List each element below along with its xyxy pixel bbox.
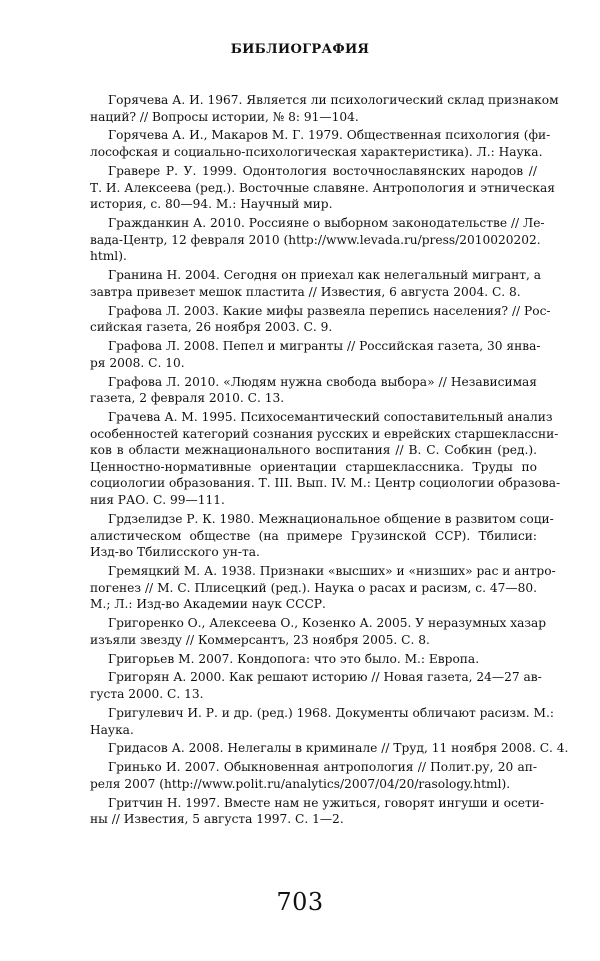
entry-line: Т. И. Алексеева (ред.). Восточные славяне. Антропология и этническая: [90, 180, 555, 195]
entry-line: Гридасов А. 2008. Нелегалы в криминале // Труд, 11 ноября 2008. С. 4.: [108, 741, 569, 756]
bibliography-entry: [90, 267, 542, 300]
entry-line: сийская газета, 26 ноября 2003. С. 9.: [90, 320, 333, 335]
bibliography-entry: [90, 163, 555, 213]
page-number: 703: [276, 888, 324, 916]
entry-line: лософская и социально-психологическая характеристика). Л.: Наука.: [90, 145, 543, 160]
entry-line: Гражданкин А. 2010. Россияне о выборном законодательстве // Ле-: [108, 216, 545, 231]
bibliography-list: [90, 92, 569, 830]
entry-line: Грачева А. М. 1995. Психосемантический сопоставительный анализ: [108, 410, 553, 425]
entry-line: Григоренко О., Алексеева О., Козенко А. 2005. У неразумных хазар: [108, 616, 547, 631]
bibliography-entry: [90, 651, 537, 668]
bibliography-entry: [90, 511, 554, 561]
bibliography-entry: [90, 338, 541, 371]
bibliography-entry: [90, 215, 545, 265]
entry-line: Гремяцкий М. А. 1938. Признаки «высших» и «низших» рас и антро-: [108, 564, 556, 578]
entry-line: Гринько И. 2007. Обыкновенная антропология // Полит.ру, 20 ап-: [108, 760, 537, 775]
entry-line: густа 2000. С. 13.: [90, 687, 204, 702]
entry-line: Григулевич И. Р. и др. (ред.) 1968. Документы обличают расизм. М.:: [108, 705, 554, 720]
bibliography-entry: [90, 92, 559, 125]
entry-line: Гранина Н. 2004. Сегодня он приехал как нелегальный мигрант, а: [108, 268, 542, 283]
entry-line: завтра привезет мешок пластита // Известия, 6 августа 2004. С. 8.: [90, 284, 521, 299]
entry-line: погенез // М. С. Плисецкий (ред.). Наука о расах и расизм, с. 47—80.: [90, 580, 537, 595]
entry-line: особенностей категорий сознания русских и еврейских старшеклассни-: [90, 426, 559, 441]
bibliography-entry: [90, 303, 551, 336]
entry-line: вада-Центр, 12 февраля 2010 (http://www.levada.ru/press/2010020202.: [90, 232, 541, 247]
entry-line: Ценностно-нормативные ориентации старшеклассника. Труды по: [90, 459, 537, 474]
entry-line: Горячева А. И., Макаров М. Г. 1979. Общественная психология (фи-: [108, 128, 551, 143]
entry-line: Гритчин Н. 1997. Вместе нам не ужиться, говорят ингуши и осети-: [108, 795, 544, 810]
entry-line: Наука.: [90, 722, 134, 737]
entry-line: Грдзелидзе Р. К. 1980. Межнациональное общение в развитом соци-: [108, 511, 554, 526]
bibliography-entry: [90, 669, 542, 702]
entry-line: Изд-во Тбилисского ун-та.: [90, 545, 260, 560]
bibliography-entry: [90, 374, 537, 407]
entry-line: Графова Л. 2008. Пепел и мигранты // Российская газета, 30 янва-: [108, 339, 541, 354]
entry-line: ния РАО. С. 99—111.: [90, 493, 225, 508]
entry-line: ны // Известия, 5 августа 1997. С. 1—2.: [90, 812, 344, 827]
entry-line: реля 2007 (http://www.polit.ru/analytics/2007/04/20/rasology.html).: [90, 776, 511, 791]
entry-line: Григорян А. 2000. Как решают историю // Новая газета, 24—27 ав-: [108, 670, 542, 685]
entry-line: Графова Л. 2010. «Людям нужна свобода выбора» // Независимая: [108, 374, 537, 389]
entry-line: алистическом обществе (на примере Грузинской ССР). Тбилиси:: [90, 528, 537, 543]
running-header: БИБЛИОГРАФИЯ: [230, 42, 370, 57]
bibliography-entry: [90, 127, 551, 160]
entry-line: Графова Л. 2003. Какие мифы развеяла перепись населения? // Рос-: [108, 303, 551, 318]
entry-line: ря 2008. С. 10.: [90, 355, 185, 370]
bibliography-entry: [90, 795, 544, 828]
entry-line: html).: [90, 249, 127, 264]
entry-line: Гравере Р. У. 1999. Одонтология восточнославянских народов //: [108, 163, 537, 178]
entry-line: ков в области межнационального воспитания // В. С. Собкин (ред.).: [90, 443, 537, 458]
entry-line: социологии образования. Т. III. Вып. IV. М.: Центр социологии образова-: [90, 476, 561, 491]
entry-line: история, с. 80—94. М.: Научный мир.: [90, 197, 333, 212]
entry-line: Григорьев М. 2007. Кондопога: что это было. М.: Европа.: [108, 651, 480, 666]
bibliography-entry: [90, 615, 547, 648]
bibliography-entry: [90, 563, 556, 613]
entry-line: Горячева А. И. 1967. Является ли психологический склад признаком: [108, 93, 559, 107]
bibliography-entry: [90, 409, 561, 509]
entry-line: наций? // Вопросы истории, № 8: 91—104.: [90, 109, 359, 124]
bibliography-entry: [90, 759, 537, 792]
entry-line: газета, 2 февраля 2010. С. 13.: [90, 391, 285, 406]
bibliography-entry: [90, 740, 569, 757]
entry-line: изъяли звезду // Коммерсантъ, 23 ноября 2005. С. 8.: [90, 632, 430, 647]
bibliography-entry: [90, 705, 554, 738]
entry-line: М.; Л.: Изд-во Академии наук СССР.: [90, 597, 326, 612]
